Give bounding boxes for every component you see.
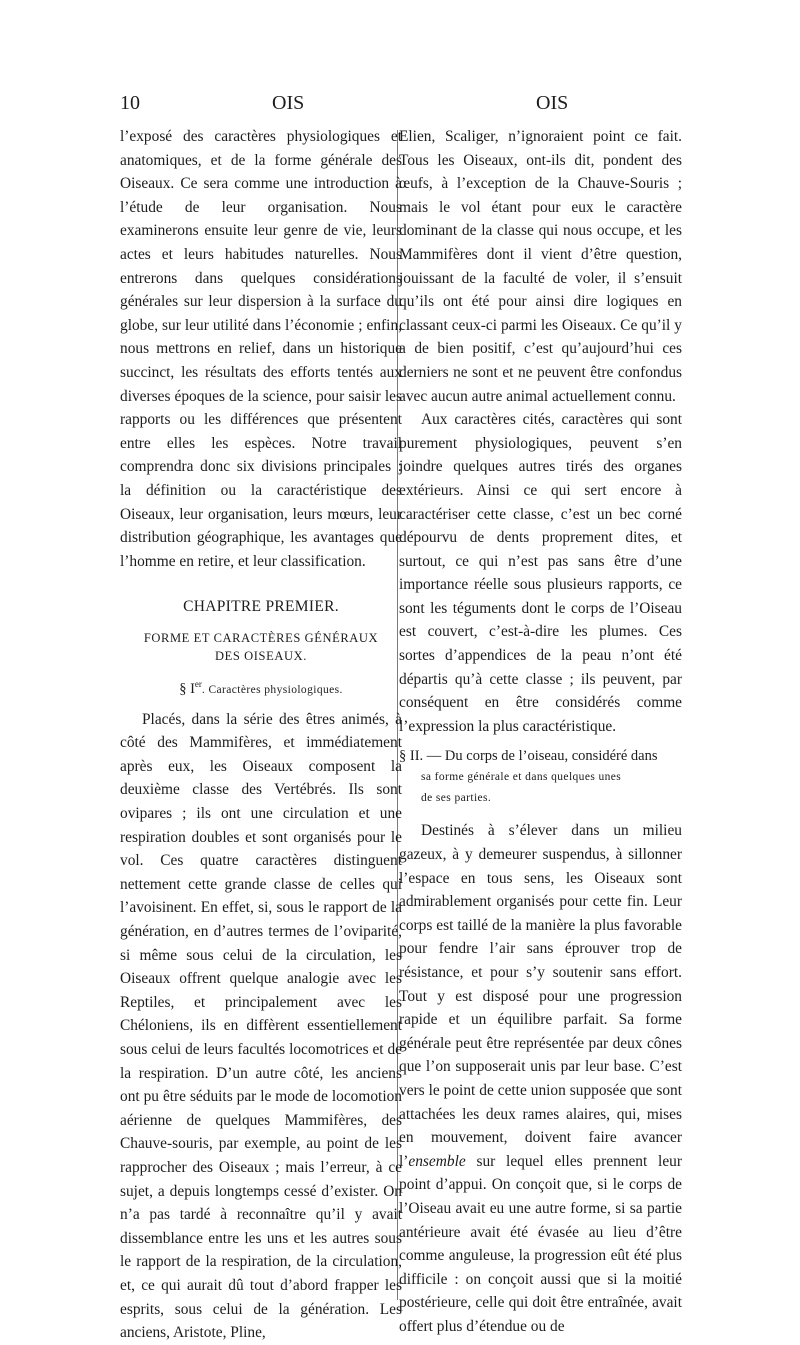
section-title-line: sa forme générale et dans quelques unes: [421, 771, 622, 784]
left-column: [120, 125, 402, 1345]
page-number: 10: [120, 92, 140, 114]
section-title-line: § II. — Du corps de l’oiseau, considéré dans: [399, 748, 658, 765]
paragraph: [399, 819, 682, 1338]
paragraph: l’exposé des caractères physiologiques et anatomiques, et de la forme générale des Oiseaux. Ce sera comme une introduction à l’étude de leur organisation. Nous examinerons ensuite leur genre de vie, leurs actes et leurs habitudes naturelles. Nous entrerons dans quelques considérations générales sur leur dispersion à la surface du globe, sur leur utilité dans l’économie ; enfin, nous mettrons en relief, dans un historique succinct, les résultats des efforts tentés aux diverses époques de la science, pour saisir les rapports ou les différences que présentent entre elles les espèces. Notre travail comprendra donc six divisions principales : la définition ou la caractéristique des Oiseaux, leur organisation, leurs mœurs, leur distribution géographique, les avantages que l’homme en retire, et leur classification.: [120, 128, 402, 570]
section-number-sup: er: [194, 678, 202, 689]
paragraph-text: Destinés à s’élever dans un milieu gazeux, à y demeurer suspendus, à sillonner l’espace en tous sens, les Oiseaux sont admirablement organisés pour cette fin. Leur corps est taillé de la manière la plus favorable pour fendre l’air sans éprouver trop de résistance, et pour s’y soutenir sans effort. Tout y est disposé pour une progression rapide et un équilibre parfait. Sa forme générale peut être représentée par deux cônes que l’on supposerait unis par leur base. C’est vers le point de cette union supposée que sont attachées les deux rames alaires, qui, mises en mouvement, doivent faire avancer l’: [399, 822, 682, 1170]
right-column: [399, 125, 682, 1339]
running-header: [120, 92, 680, 122]
section-heading: [399, 746, 682, 809]
italic-term: ensemble: [408, 1152, 466, 1170]
section-heading: [120, 673, 402, 702]
chapter-title: CHAPITRE PREMIER.: [183, 598, 339, 616]
section-title-line: de ses parties.: [421, 792, 492, 805]
running-head-right: OIS: [536, 92, 569, 114]
paragraph-text: sur lequel elles prennent leur point d’appui. On conçoit que, si le corps de l’Oiseau avait eu une autre forme, si sa partie antérieure avait été évasée au lieu d’être comme anguleuse, la progression eût été plus difficile : on conçoit aussi que si la moitié postérieure, celle qui doit être entraînée, avait offert plus d’étendue ou de: [399, 1152, 682, 1335]
paragraph: Elien, Scaliger, n’ignoraient point ce fait. Tous les Oiseaux, ont-ils dit, pondent des œufs, à l’exception de la Chauve-Souris ; mais le vol étant pour eux le caractère dominant de la classe qui nous occupe, et les Mammifères dont il vient d’être question, jouissant de la faculté de voler, il s’ensuit qu’ils ont été pour ainsi dire logiques en classant ceux-ci parmi les Oiseaux. Ce qu’il y a de bien positif, c’est qu’aujourd’hui ces derniers ne sont et ne peuvent être confondus avec aucun autre animal actuellement connu.: [399, 128, 682, 405]
chapter-subtitle-line: DES OISEAUX.: [215, 648, 307, 663]
paragraph: Placés, dans la série des êtres animés, à côté des Mammifères, et immédiatement après eux, les Oiseaux composent la deuxième classe des Vertébrés. Ils sont ovipares ; ils ont une circulation et une respiration doubles et sont organisés pour le vol. Ces quatre caractères distinguent nettement cette grande classe de celles qui l’avoisinent. En effet, si, sous le rapport de la génération, en d’autres termes de l’oviparité, si même sous celui de la circulation, les Oiseaux offrent quelque analogie avec les Reptiles, et principalement avec les Chéloniens, ils en diffèrent essentiellement sous celui de leurs facultés locomotrices et de la respiration. D’un autre côté, les anciens ont pu être séduits par le mode de locomotion aérienne de quelques Mammifères, des Chauve-souris, par exemple, au point de les rapprocher des Oiseaux ; mais l’erreur, à ce sujet, a depuis longtemps cessé d’exister. On n’a pas tardé à reconnaître qu’il y avait dissemblance entre les uns et les autres sous le rapport de la respiration, de la circulation, et, ce qui aurait dû tout d’abord frapper les esprits, sous celui de la génération. Les anciens, Aristote, Pline,: [120, 710, 402, 1342]
running-head-left: OIS: [272, 92, 305, 114]
section-title: . Caractères physiologiques.: [201, 683, 343, 696]
section-number: § I: [179, 680, 195, 697]
chapter-subtitle-line: FORME ET CARACTÈRES GÉNÉRAUX: [143, 630, 379, 645]
chapter-subtitle: [120, 629, 402, 665]
paragraph: Aux caractères cités, caractères qui sont purement physiologiques, peuvent s’en joindre quelques autres tirés des organes extérieurs. Ainsi ce qui sert encore à caractériser cette classe, c’est un bec corné dépourvu de dents proprement dites, et surtout, ce qui n’est pas sans être d’une importance réelle sous plusieurs rapports, ce sont les téguments dont le corps de l’Oiseau est couvert, c’est-à-dire les plumes. Ces sortes d’appendices de la peau n’ont été départis qu’à cette classe ; ils peuvent, par conséquent en être considérés comme l’expression la plus caractéristique.: [399, 411, 682, 735]
